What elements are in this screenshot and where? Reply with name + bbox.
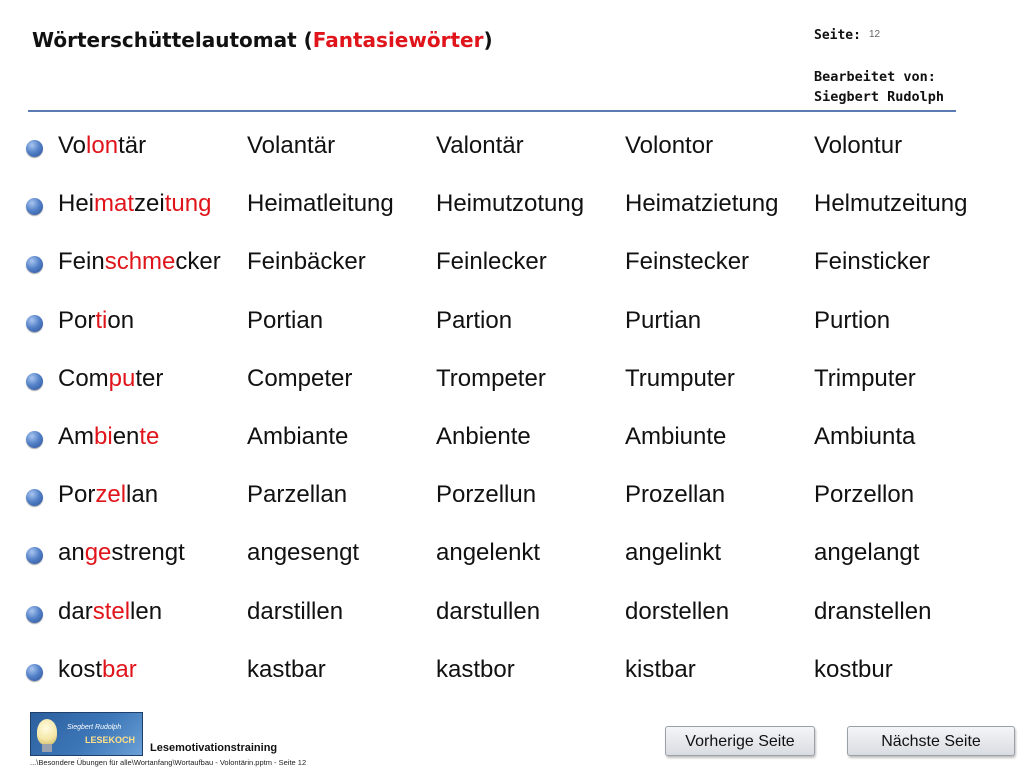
page-number: 12 [869, 29, 881, 40]
logo-brand: LESEKOCH [85, 735, 136, 745]
logo-author: Siegbert Rudolph [67, 724, 122, 731]
target-word [58, 481, 158, 509]
fantasy-word: Volontor [625, 132, 714, 159]
fantasy-word: Feinlecker [436, 248, 547, 276]
syllable: an [58, 539, 85, 567]
fantasy-word: Heimatzietung [625, 190, 779, 218]
fantasy-word: kastbar [247, 655, 326, 683]
fantasy-word: Competer [247, 364, 353, 392]
fantasy-word: kistbar [625, 655, 696, 683]
target-word [58, 656, 137, 684]
title-highlight: Fantasiewörter [312, 28, 484, 52]
fantasy-word: Trimputer [814, 364, 916, 392]
fantasy-word: dranstellen [814, 597, 932, 625]
syllable: ter [135, 364, 164, 392]
title-end: ) [483, 28, 493, 52]
bullet-icon[interactable] [26, 140, 43, 157]
bullet-icon[interactable] [26, 315, 43, 332]
syllable: dar [58, 597, 93, 625]
highlighted-syllable: tung [164, 190, 212, 218]
next-page-button[interactable]: Nächste Seite [847, 726, 1015, 756]
fantasy-word: angesengt [247, 539, 360, 567]
highlighted-syllable: bi [94, 422, 113, 450]
previous-page-button[interactable]: Vorherige Seite [665, 726, 815, 756]
fantasy-word: Parzellan [247, 481, 348, 509]
bullet-icon[interactable] [26, 198, 43, 215]
page-title [32, 28, 493, 52]
bullet-icon[interactable] [26, 373, 43, 390]
fantasy-word: Trompeter [436, 364, 546, 392]
syllable: tär [118, 132, 147, 159]
fantasy-word: Heimatleitung [247, 190, 394, 218]
fantasy-word: Feinbäcker [247, 248, 366, 276]
fantasy-word: kostbur [814, 655, 893, 683]
fantasy-word: angelenkt [436, 539, 541, 567]
target-word [58, 365, 163, 393]
fantasy-word: Porzellun [436, 481, 537, 509]
edited-by [814, 67, 944, 107]
header-divider [28, 110, 956, 112]
syllable: Hei [58, 190, 95, 218]
title-main: Wörterschüttelautomat ( [32, 28, 313, 52]
target-word [58, 132, 146, 160]
fantasy-word: dorstellen [625, 597, 730, 625]
edited-by-name: Siegbert Rudolph [814, 89, 945, 105]
highlighted-syllable: pu [108, 364, 136, 392]
fantasy-word: Purtion [814, 306, 891, 334]
lightbulb-icon [37, 719, 57, 745]
syllable: kost [58, 655, 103, 683]
fantasy-word: Volontur [814, 132, 903, 159]
syllable: en [112, 422, 140, 450]
lightbulb-base-icon [42, 744, 52, 752]
fantasy-word: Purtian [625, 306, 702, 334]
bullet-icon[interactable] [26, 547, 43, 564]
target-word [58, 248, 221, 276]
highlighted-syllable: te [139, 422, 160, 450]
leseKoch-logo [30, 712, 143, 756]
syllable: Fein [58, 248, 105, 276]
fantasy-word: Helmutzeitung [814, 190, 968, 218]
fantasy-word: Trumputer [625, 364, 735, 392]
syllable: len [130, 597, 163, 625]
file-path: ...\Besondere Übungen für alle\Wortanfang\Wortaufbau - Volontärin.pptm - Seite 12 [30, 758, 307, 767]
fantasy-word: Ambiunte [625, 422, 727, 450]
highlighted-syllable: ge [84, 539, 112, 567]
fantasy-word: Portian [247, 306, 324, 334]
syllable: Por [58, 481, 96, 509]
highlighted-syllable: zel [95, 481, 127, 509]
highlighted-syllable: schme [104, 248, 176, 276]
bullet-icon[interactable] [26, 256, 43, 273]
highlighted-syllable: bar [102, 655, 137, 683]
bullet-icon[interactable] [26, 664, 43, 681]
fantasy-word: Ambiunta [814, 422, 916, 450]
fantasy-word: Partion [436, 306, 513, 334]
highlighted-syllable: mat [94, 190, 135, 218]
fantasy-word: Valontär [436, 132, 524, 159]
syllable: strengt [111, 539, 185, 567]
target-word [58, 307, 134, 335]
fantasy-word: Prozellan [625, 481, 726, 509]
target-word [58, 598, 162, 626]
fantasy-word: darstillen [247, 597, 344, 625]
syllable: cker [175, 248, 221, 276]
syllable: on [107, 306, 135, 334]
bullet-icon[interactable] [26, 606, 43, 623]
fantasy-word: Feinstecker [625, 248, 750, 276]
fantasy-word: angelangt [814, 539, 920, 567]
fantasy-word: darstullen [436, 597, 541, 625]
fantasy-word: Feinsticker [814, 248, 931, 276]
syllable: Am [58, 422, 94, 450]
program-name: Lesemotivationstraining [150, 742, 278, 754]
fantasy-word: angelinkt [625, 539, 722, 567]
highlighted-syllable: stel [92, 597, 131, 625]
syllable: Com [58, 364, 109, 392]
fantasy-word: Heimutzotung [436, 190, 585, 218]
fantasy-word: Volantär [247, 132, 336, 159]
syllable: lan [126, 481, 159, 509]
syllable: Por [58, 306, 96, 334]
syllable: zei [134, 190, 165, 218]
highlighted-syllable: ti [95, 306, 108, 334]
fantasy-word: Porzellon [814, 481, 915, 509]
bullet-icon[interactable] [26, 489, 43, 506]
target-word [58, 423, 159, 451]
highlighted-syllable: lon [86, 132, 119, 159]
edited-by-label: Bearbeitet von: [814, 69, 936, 85]
page-label: Seite: [814, 28, 861, 43]
target-word [58, 539, 185, 567]
syllable: Vo [58, 132, 87, 159]
bullet-icon[interactable] [26, 431, 43, 448]
fantasy-word: Ambiante [247, 422, 349, 450]
fantasy-word: Anbiente [436, 422, 531, 450]
fantasy-word: kastbor [436, 655, 515, 683]
target-word [58, 190, 211, 218]
